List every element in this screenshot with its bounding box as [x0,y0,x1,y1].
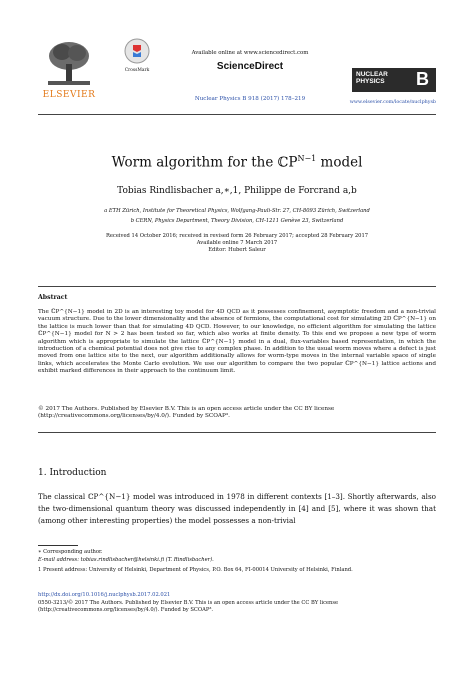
affiliation-b: b CERN, Physics Department, Theory Division, CH-1211 Genève 23, Switzerland [130,218,344,224]
authors: Tobias Rindlisbacher a,∗,1, Philippe de Forcrand a,b [117,186,357,196]
abstract-heading: Abstract [38,294,68,301]
journal-header [38,36,436,112]
np-logo-letter: B [416,69,429,89]
elsevier-logo [38,38,100,104]
title-main: Worm algorithm for the ℂP [111,154,298,171]
journal-reference-link[interactable]: Nuclear Physics B 918 (2017) 178–219 [194,96,306,102]
affiliation-a: a ETH Zürich, Institute for Theoretical Physics, Wolfgang-Pauli-Str. 27, CH-8093 Zürich, Switzerland [104,208,370,214]
available-online: Available online at www.sciencedirect.com [191,50,309,56]
crossmark-icon[interactable] [124,38,150,64]
elsevier-tree-icon [44,38,94,88]
doi-link[interactable]: http://dx.doi.org/10.1016/j.nuclphysb.2017.02.021 [38,592,171,598]
article-title [38,154,436,171]
sciencedirect-logo[interactable]: ScienceDirect [216,61,284,72]
publisher-name: ELSEVIER [42,90,96,100]
section-heading: 1. Introduction [38,468,107,478]
footnote-corresponding: ∗ Corresponding author. [38,549,103,555]
abstract-divider [38,286,436,287]
received-dates: Received 14 October 2016; received in revised form 26 February 2017; accepted 28 February 2017 [105,233,369,239]
abstract-text: The ℂP^{N−1} model in 2D is an interesting toy model for 4D QCD as it possesses confinement, asymptotic freedom and a non-trivial vacuum structure. Due to the lower dimensionality and the absence of fermions, the computational cost for simulating 2D ℂP^{N−1} on the lattice is much lower than that for simulating 4D QCD. However, to our knowledge, no efficient algorithm for simulating the lattice ℂP^{N−1} model for N > 2 has been tested so far, which also works at finite density. To this end we propose a new type of worm algorithm which is appropriate to simulate the lattice ℂP^{N−1} model in a dual, flux-variables based representation, in which the introduction of a chemical potential does not give rise to any complex phase. In addition to the usual worm moves where a defect is just moved from one lattice site to the next, our algorithm additionally allows for worm-type moves in the internal variable space of single links, which accelerates the Monte Carlo evolution. We use our algorithm to compare the two popular ℂP^{N−1} lattice actions and exhibit marked differences in their approach to the continuum limit. [38,309,436,375]
issn-license: 0550-3213/© 2017 The Authors. Published by Elsevier B.V. This is an open access article under the CC BY license (http://creativecommons.org/licenses/by/4.0/). Funded by SCOAP³. [38,600,339,613]
copyright-notice: © 2017 The Authors. Published by Elsevier B.V. This is an open access article under the CC BY license (http://creativecommons.org/licenses/by/4.0/). Funded by SCOAP³. [38,406,335,420]
title-end: model [316,154,363,171]
available-online-date: Available online 7 March 2017 [196,240,278,246]
introduction-text: The classical ℂP^{N−1} model was introduced in 1978 in different contexts [1–3]. Shortly afterwards, also the two-dimensional quantum theory was discussed independently in [4] and [5], where it was shown that (among other interesting properties) the model possesses a non-trivial [38,492,436,525]
editor: Editor: Hubert Saleur [208,247,266,253]
footnote-email[interactable]: E-mail address: tobias.rindlisbacher@helsinki.fi (T. Rindlisbacher). [38,557,214,563]
footnote-present-address: 1 Present address: University of Helsinki, Department of Physics, P.O. Box 64, FI-00014 University of Helsinki, Finland. [38,567,353,573]
crossmark-label: CrossMark [124,68,150,73]
nuclear-physics-logo-text [356,71,388,85]
journal-homepage-link[interactable]: www.elsevier.com/locate/nuclphysb [349,100,436,105]
header-divider [38,114,436,115]
title-superscript: N−1 [297,154,317,163]
abstract-end-divider [38,432,436,433]
np-logo-line2: PHYSICS [356,78,385,85]
footnote-divider [38,545,78,546]
np-logo-line1: NUCLEAR [356,71,388,78]
